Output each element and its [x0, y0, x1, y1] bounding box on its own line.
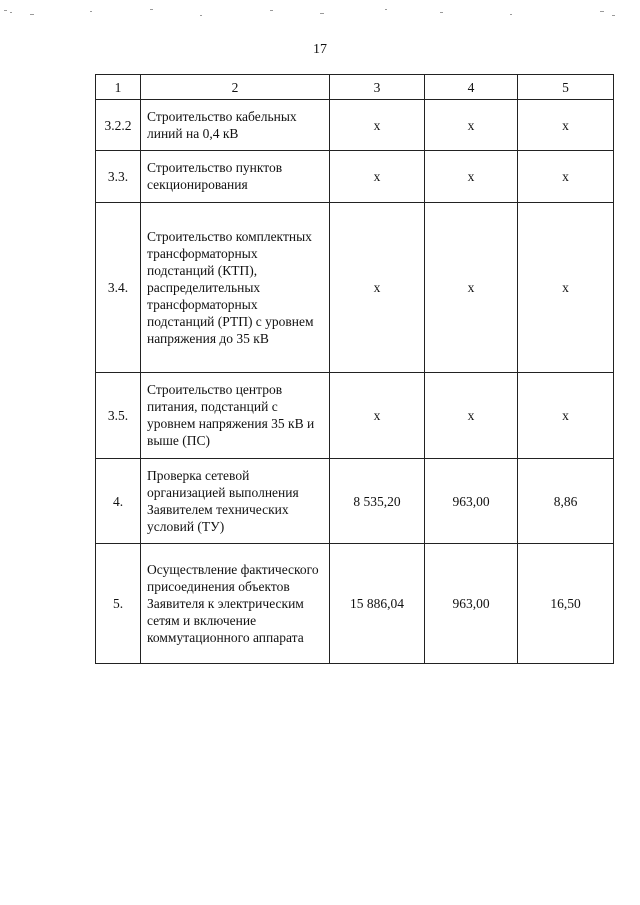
header-cell-5: 5: [518, 75, 614, 100]
tariff-table: [95, 74, 614, 664]
header-cell-2: 2: [141, 75, 330, 100]
header-cell-4: 4: [425, 75, 518, 100]
table-row: [96, 459, 614, 544]
row-value-3: х: [330, 373, 425, 459]
row-value-4: 963,00: [425, 459, 518, 544]
row-value-3: 15 886,04: [330, 544, 425, 664]
row-value-3: х: [330, 151, 425, 203]
header-cell-3: 3: [330, 75, 425, 100]
row-value-3: х: [330, 100, 425, 151]
row-value-5: х: [518, 373, 614, 459]
row-value-4: х: [425, 100, 518, 151]
row-name: Осуществление фактического присоединения объектов Заявителя к электрическим сетям и включение коммутационного аппарата: [141, 544, 330, 664]
table-row: [96, 151, 614, 203]
row-value-5: х: [518, 203, 614, 373]
row-value-4: 963,00: [425, 544, 518, 664]
header-cell-1: 1: [96, 75, 141, 100]
row-name: Проверка сетевой организацией выполнения Заявителем технических условий (ТУ): [141, 459, 330, 544]
table-header-row: [96, 75, 614, 100]
table-row: [96, 100, 614, 151]
row-value-5: х: [518, 151, 614, 203]
row-number: 3.2.2: [96, 100, 141, 151]
row-number: 3.4.: [96, 203, 141, 373]
table-row: [96, 373, 614, 459]
row-number: 5.: [96, 544, 141, 664]
table-row: [96, 544, 614, 664]
row-value-3: 8 535,20: [330, 459, 425, 544]
row-value-5: 8,86: [518, 459, 614, 544]
scan-noise-marks: [0, 6, 640, 26]
row-value-4: х: [425, 373, 518, 459]
row-name: Строительство пунктов секционирования: [141, 151, 330, 203]
row-number: 3.3.: [96, 151, 141, 203]
table-row: [96, 203, 614, 373]
row-number: 3.5.: [96, 373, 141, 459]
row-number: 4.: [96, 459, 141, 544]
page-number: 17: [313, 42, 327, 57]
row-value-4: х: [425, 151, 518, 203]
row-name: Строительство кабельных линий на 0,4 кВ: [141, 100, 330, 151]
row-value-5: х: [518, 100, 614, 151]
row-name: Строительство комплектных трансформаторных подстанций (КТП), распределительных трансформаторных подстанций (РТП) с уровнем напряжения до 35 кВ: [141, 203, 330, 373]
row-value-3: х: [330, 203, 425, 373]
row-value-4: х: [425, 203, 518, 373]
row-value-5: 16,50: [518, 544, 614, 664]
row-name: Строительство центров питания, подстанций с уровнем напряжения 35 кВ и выше (ПС): [141, 373, 330, 459]
